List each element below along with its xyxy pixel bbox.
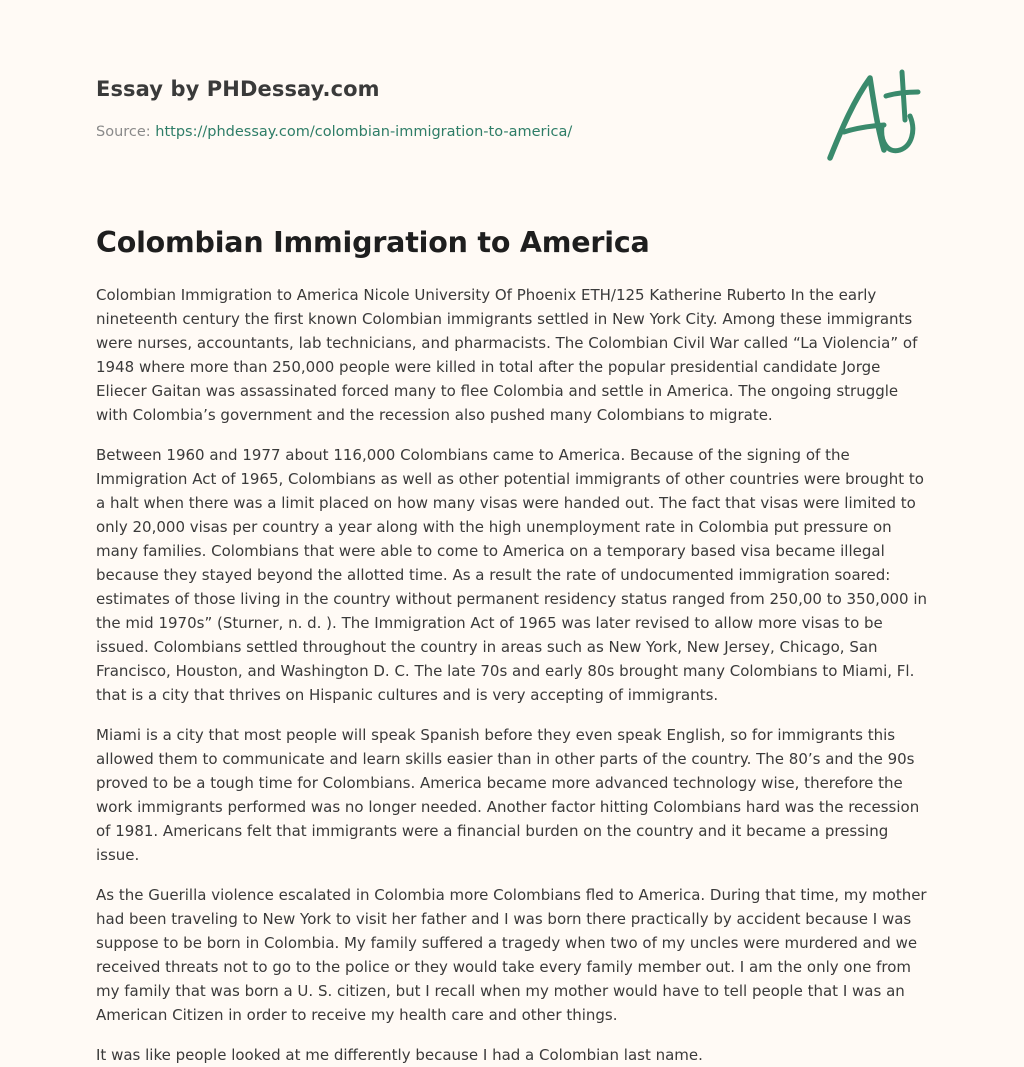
essay-paragraph: Colombian Immigration to America Nicole University Of Phoenix ETH/125 Katherine Ruberto In the early nineteenth century the first known Colombian immigrants settled in New York City. Among these immigrants were nurses, accountants, lab technicians, and pharmacists. The Colombian Civil War called “La Violencia” of 1948 where more than 250,000 people were killed in total after the popular presidential candidate Jorge Eliecer Gaitan was assassinated forced many to flee Colombia and settle in America. The ongoing struggle with Colombia’s government and the recession also pushed many Colombians to migrate. xyxy=(96,286,918,424)
site-title: Essay by PHDessay.com xyxy=(96,77,380,101)
source-link[interactable]: https://phdessay.com/colombian-immigration-to-america/ xyxy=(155,124,573,140)
source-label: Source: xyxy=(96,124,151,140)
essay-paragraph: Miami is a city that most people will speak Spanish before they even speak English, so for immigrants this allowed them to communicate and learn skills easier than in other parts of the country. The 80’s and the 90s proved to be a tough time for Colombians. America became more advanced technology wise, therefore the work immigrants performed was no longer needed. Another factor hitting Colombians hard was the recession of 1981. Americans felt that immigrants were a financial burden on the country and it became a pressing issue. xyxy=(96,726,920,864)
source-line xyxy=(96,124,572,140)
essay-title: Colombian Immigration to America xyxy=(96,226,650,259)
essay-paragraph: It was like people looked at me differently because I had a Colombian last name. xyxy=(96,1046,703,1064)
essay-paragraph: Between 1960 and 1977 about 116,000 Colombians came to America. Because of the signing of the Immigration Act of 1965, Colombians as well as other potential immigrants of other countries were brought to a halt when there was a limit placed on how many visas were handed out. The fact that visas were limited to only 20,000 visas per country a year along with the high unemployment rate in Colombia put pressure on many families. Colombians that were able to come to America on a temporary based visa became illegal because they stayed beyond the allotted time. As a result the rate of undocumented immigration soared: estimates of those living in the country without permanent residency status ranged from 250,00 to 350,000 in the mid 1970s” (Sturner, n. d. ). The Immigration Act of 1965 was later revised to allow more visas to be issued. Colombians settled throughout the country in areas such as New York, New Jersey, Chicago, San Francisco, Houston, and Washington D. C. The late 70s and early 80s brought many Colombians to Miami, Fl. that is a city that thrives on Hispanic cultures and is very accepting of immigrants. xyxy=(96,446,928,704)
page-header xyxy=(96,0,928,190)
essay-body xyxy=(96,283,928,1067)
a-plus-logo-icon xyxy=(824,66,928,166)
essay-paragraph: As the Guerilla violence escalated in Colombia more Colombians fled to America. During that time, my mother had been traveling to New York to visit her father and I was born there practically by accident because I was suppose to be born in Colombia. My family suffered a tragedy when two of my uncles were murdered and we received threats not to go to the police or they would take every family member out. I am the only one from my family that was born a U. S. citizen, but I recall when my mother would have to tell people that I was an American Citizen in order to receive my health care and other things. xyxy=(96,886,927,1024)
